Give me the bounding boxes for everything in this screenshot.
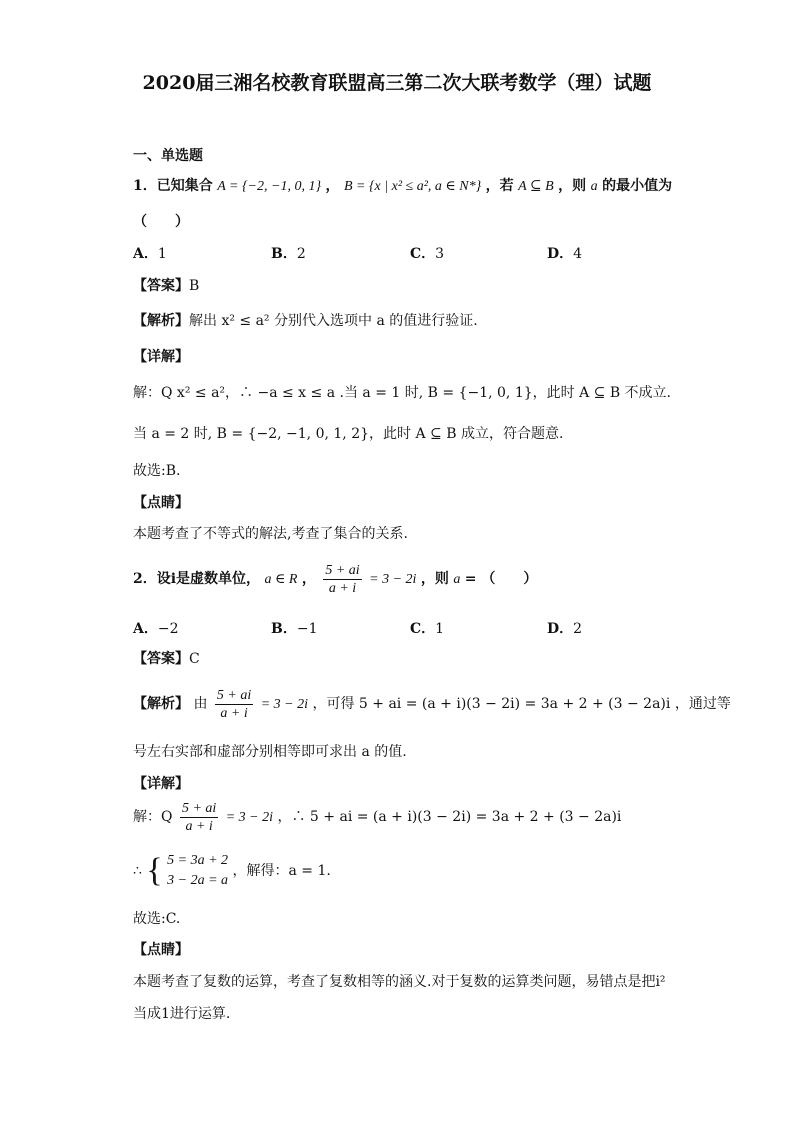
q1-stem-b: ，若 <box>485 178 514 194</box>
option-value: 2 <box>296 246 306 262</box>
q1-condition: A ⊆ B <box>518 179 554 194</box>
q2-system <box>133 849 331 893</box>
option-value: 4 <box>573 246 583 262</box>
q2-answer <box>133 649 200 669</box>
option-label: C． <box>410 621 436 637</box>
q1-comma: ， <box>325 178 340 194</box>
q1-set-b: B = {x | x² ≤ a², a ∈ N*} <box>343 179 482 194</box>
fraction-numerator: 5 + ai <box>216 687 252 703</box>
q1-detail-tag: 【详解】 <box>133 349 189 365</box>
q2-comma: ， <box>301 571 316 587</box>
q2-stem-b: ，则 <box>420 571 449 587</box>
analysis-tag: 【解析】 <box>133 696 189 712</box>
q1-stem-c: ，则 <box>558 178 587 194</box>
q2-analysis-line2: 号左右实部和虚部分别相等即可求出 a 的值. <box>133 744 407 760</box>
fraction-denominator: a + i <box>220 705 248 721</box>
option-value: 1 <box>435 621 445 637</box>
q2-analysis <box>133 684 731 725</box>
q1-stem <box>133 176 672 197</box>
q2-detail-tag: 【详解】 <box>133 776 189 792</box>
q1-answer <box>133 276 199 296</box>
fraction-denominator: a + i <box>328 580 357 596</box>
q1-option-c <box>410 243 444 263</box>
page-title: 2020届三湘名校教育联盟高三第二次大联考数学（理）试题 <box>142 72 652 94</box>
system-eq-1: 5 = 3a + 2 <box>167 853 229 868</box>
section-heading: 一、单选题 <box>133 148 203 164</box>
answer-value: C <box>189 651 200 667</box>
q2-fraction <box>323 562 361 597</box>
q1-option-b <box>271 243 306 263</box>
q2-comment-2: 当成1进行运算. <box>133 1006 231 1022</box>
q1-detail-3: 故选:B. <box>133 463 181 479</box>
analysis-tag: 【解析】 <box>133 313 189 329</box>
q2-option-b <box>271 618 317 638</box>
therefore-symbol: ∴ <box>133 863 142 879</box>
option-label: B． <box>271 246 297 262</box>
fraction-numerator: 5 + ai <box>325 562 360 578</box>
q2-condition: a ∈ R <box>264 572 298 587</box>
fraction-denominator: a + i <box>185 818 213 834</box>
option-label: B． <box>271 621 297 637</box>
left-brace: { <box>146 852 163 889</box>
detail-mid: ，∴ 5 + ai = (a + i)(3 − 2i) = 3a + 2 + (3 − 2a)i <box>277 809 622 825</box>
option-value: −1 <box>296 621 318 637</box>
equation-system <box>167 851 228 891</box>
q1-comment-tag: 【点睛】 <box>133 495 189 511</box>
q2-stem-c: = （ ） <box>464 571 538 587</box>
detail-eq-rhs: = 3 − 2i <box>225 810 274 825</box>
fraction-numerator: 5 + ai <box>181 800 217 816</box>
q2-analysis-fraction <box>215 687 253 722</box>
analysis-text: 解出 x² ≤ a² 分别代入选项中 a 的值进行验证. <box>189 313 478 329</box>
option-value: 3 <box>435 246 445 262</box>
q1-option-d <box>547 243 582 263</box>
option-label: C． <box>410 246 436 262</box>
analysis-pre: 由 <box>193 696 208 712</box>
q2-comment-1: 本题考查了复数的运算，考查了复数相等的涵义.对于复数的运算类问题，易错点是把i² <box>133 974 666 990</box>
answer-value: B <box>189 278 200 294</box>
q1-variable: a <box>590 179 598 194</box>
q2-detail-end: 故选:C. <box>133 911 181 927</box>
option-value: 2 <box>573 621 583 637</box>
q1-set-a: A = {−2, −1, 0, 1} <box>217 179 322 194</box>
option-label: A． <box>133 246 158 262</box>
q1-paren: （ ） <box>133 214 189 230</box>
detail-pre: 解：Q <box>133 809 173 825</box>
option-value: −2 <box>157 621 179 637</box>
q2-option-c <box>410 618 444 638</box>
answer-tag: 【答案】 <box>133 278 189 294</box>
q2-equation-rhs: = 3 − 2i <box>369 572 417 587</box>
option-value: 1 <box>157 246 167 262</box>
detail-solve: ，解得：a = 1. <box>232 863 331 879</box>
q1-stem-a: 1．已知集合 <box>133 178 213 194</box>
system-eq-2: 3 − 2a = a <box>167 873 229 888</box>
q1-comment: 本题考查了不等式的解法,考查了集合的关系. <box>133 526 408 542</box>
q2-option-a <box>133 618 179 638</box>
q2-variable: a <box>453 572 461 587</box>
option-label: D． <box>547 621 574 637</box>
q1-detail-2: 当 a = 2 时, B = {−2, −1, 0, 1, 2}，此时 A ⊆ B 成立，符合题意. <box>133 426 564 442</box>
q1-option-a <box>133 243 167 263</box>
analysis-eq-rhs: = 3 − 2i <box>260 697 308 712</box>
option-label: A． <box>133 621 158 637</box>
q2-stem <box>133 559 537 600</box>
q1-detail-1: 解：Q x² ≤ a²，∴ −a ≤ x ≤ a .当 a = 1 时, B = {−1, 0, 1}，此时 A ⊆ B 不成立. <box>133 385 672 401</box>
q1-analysis <box>133 311 478 331</box>
option-label: D． <box>547 246 574 262</box>
q2-detail-fraction <box>180 800 218 835</box>
q1-stem-d: 的最小值为 <box>602 178 673 194</box>
q2-comment-tag: 【点睛】 <box>133 942 189 958</box>
answer-tag: 【答案】 <box>133 651 189 667</box>
q2-stem-a: 2．设i是虚数单位， <box>133 571 261 587</box>
q2-detail-1 <box>133 797 621 838</box>
analysis-mid: ，可得 5 + ai = (a + i)(3 − 2i) = 3a + 2 + (3 − 2a)i ，通过等 <box>312 696 731 712</box>
q2-option-d <box>547 618 582 638</box>
